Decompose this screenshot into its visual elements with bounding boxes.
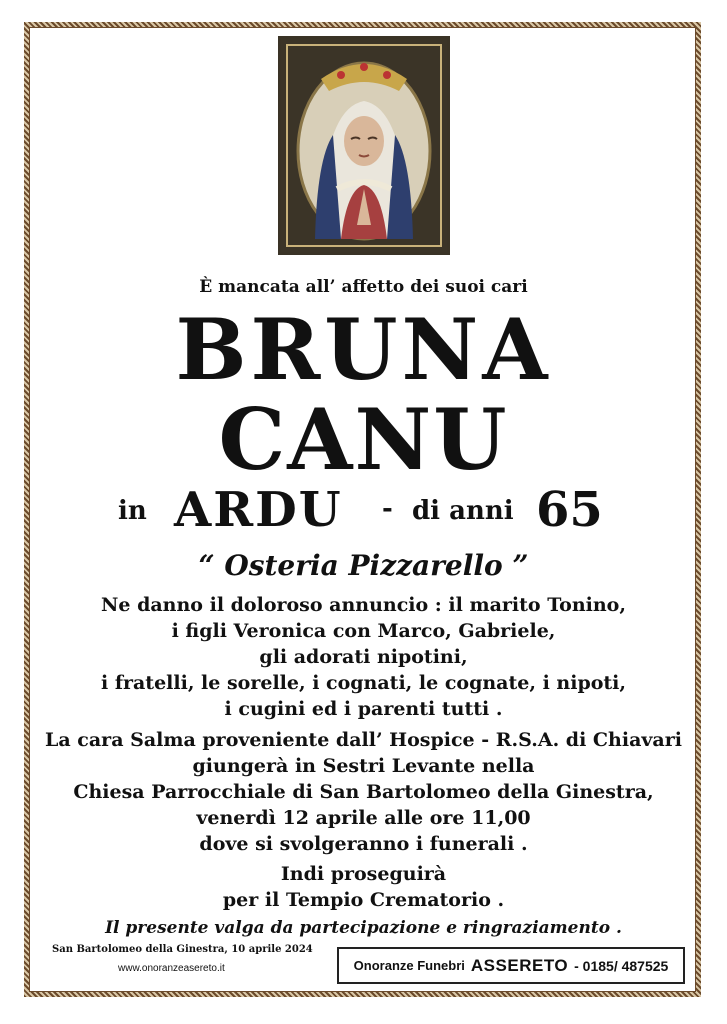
funeral-home-box <box>337 947 685 984</box>
website-link[interactable]: www.onoranzeasereto.it <box>118 963 225 974</box>
deceased-first-name: BRUNA <box>175 300 552 399</box>
separator-dash: - <box>382 494 393 524</box>
married-surname: ARDU <box>174 482 343 538</box>
announcement-line: Ne danno il doloroso annuncio : il marito Tonino, <box>101 594 626 616</box>
deceased-last-name: CANU <box>218 390 509 489</box>
funeral-home-phone: - 0185/ 487525 <box>574 957 669 974</box>
funeral-line: La cara Salma proveniente dall’ Hospice - R.S.A. di Chiavari <box>45 729 682 751</box>
intro-text: È mancata all’ affetto dei suoi cari <box>199 277 528 297</box>
funeral-line: Chiesa Parrocchiale di San Bartolomeo della Ginestra, <box>73 781 654 803</box>
place-date: San Bartolomeo della Ginestra, 10 aprile 2024 <box>52 944 313 955</box>
funeral-home-brand: ASSERETO <box>470 955 569 975</box>
funeral-line: dove si svolgeranno i funerali . <box>199 833 528 855</box>
age-value: 65 <box>536 482 603 538</box>
funeral-line: venerdì 12 aprile alle ore 11,00 <box>196 807 531 829</box>
announcement-line: i fratelli, le sorelle, i cognati, le cognate, i nipoti, <box>100 672 627 694</box>
madonna-portrait-image <box>278 36 450 255</box>
announcement-line: gli adorati nipotini, <box>259 646 468 668</box>
funeral-home-label: Onoranze Funebri <box>353 958 465 973</box>
crematorio-line: Indi proseguirà <box>280 863 447 885</box>
nickname-text: “ Osteria Pizzarello ” <box>198 549 529 582</box>
announcement-line: i cugini ed i parenti tutti . <box>224 698 503 720</box>
age-label: di anni <box>412 496 514 526</box>
thanks-text: Il presente valga da partecipazione e ringraziamento . <box>105 918 622 938</box>
married-name-row <box>0 482 727 536</box>
crematorio-line: per il Tempio Crematorio . <box>222 889 505 911</box>
madonna-icon <box>281 39 447 252</box>
announcement-line: i figli Veronica con Marco, Gabriele, <box>171 620 556 642</box>
married-prefix: in <box>118 496 147 526</box>
funeral-line: giungerà in Sestri Levante nella <box>192 755 535 777</box>
